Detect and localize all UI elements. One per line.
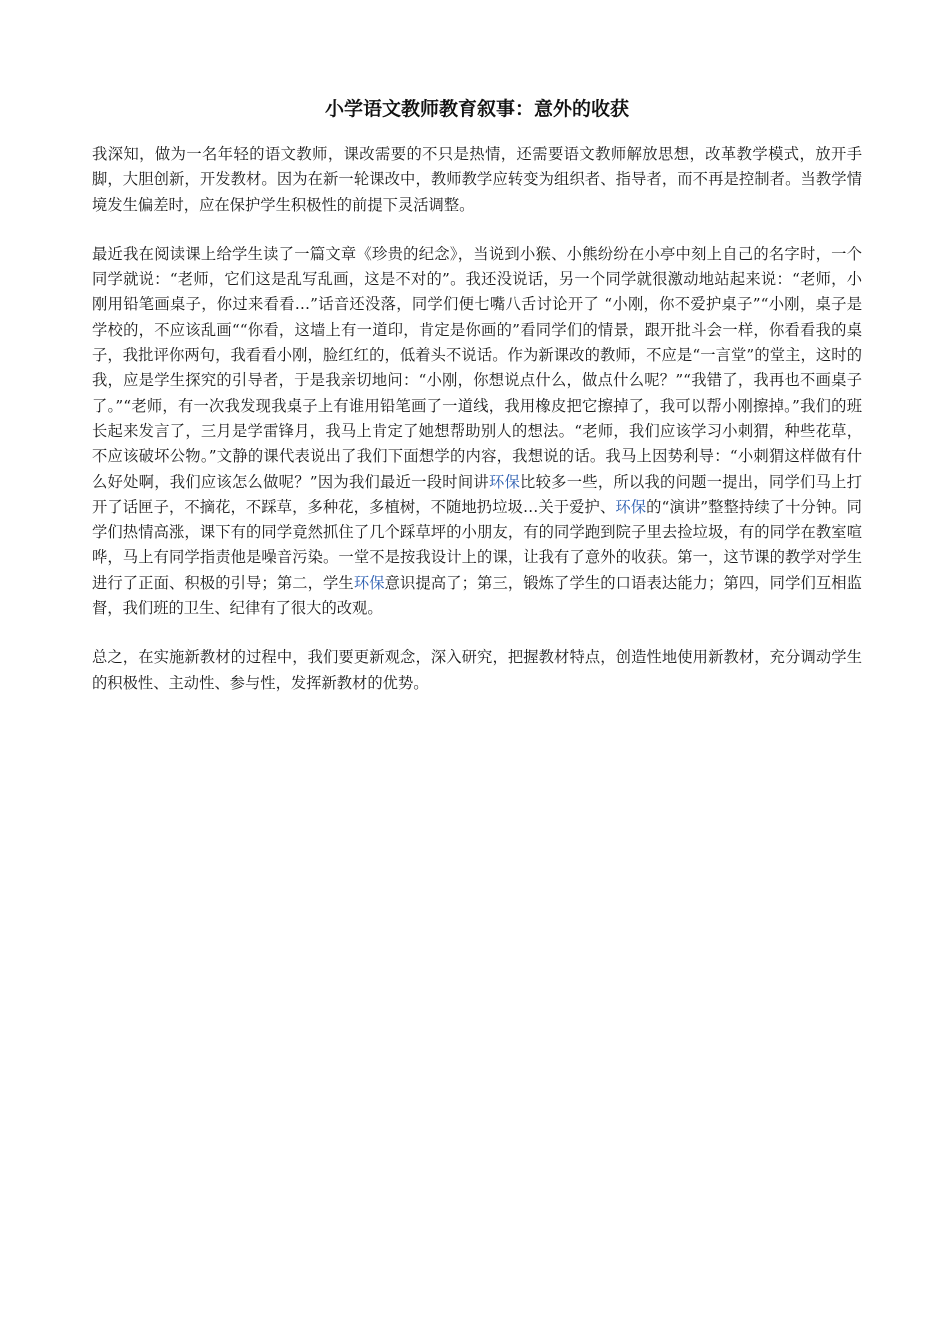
paragraph-story-text-3: 的“演讲”整整持续了十分钟。同学们热情高涨，课下有的同学竟然抓住了几个踩草坪的小朋友，有的同学跑到院子里去捡垃圾，有的同学在教室喧哗，马上有同学指责他是噪音污染。一堂不是按我设计上的课，让我有了意外的收获。第一，这节课的教学对学生进行了正面、积极的引导；第二，学生 — [92, 497, 862, 592]
document-title: 小学语文教师教育叙事：意外的收获 — [324, 98, 629, 120]
paragraph-story-text-4: 意识提高了；第三，锻炼了学生的口语表达能力；第四，同学们互相监督，我们班的卫生、纪律有了很大的改观。 — [92, 573, 862, 618]
paragraph-intro: 我深知，做为一名年轻的语文教师，课改需要的不只是热情，还需要语文教师解放思想，改革教学模式，放开手脚，大胆创新，开发教材。因为在新一轮课改中，教师教学应转变为组织者、指导者，而不再是控制者。当教学情境发生偏差时，应在保护学生积极性的前提下灵活调整。 — [92, 145, 862, 214]
keyword-link-huanbao-3[interactable]: 环保 — [353, 573, 385, 592]
keyword-link-huanbao-1[interactable]: 环保 — [488, 472, 521, 491]
paragraph-conclusion: 总之，在实施新教材的过程中，我们要更新观念，深入研究，把握教材特点，创造性地使用新教材，充分调动学生的积极性、主动性、参与性，发挥新教材的优势。 — [92, 648, 862, 692]
paragraph-story — [92, 242, 862, 621]
paragraph-story-text-2: 比较多一些，所以我的问题一提出，同学们马上打开了话匣子，不摘花，不踩草，多种花，多植树，不随地扔垃圾…关于爱护、 — [92, 472, 862, 516]
document-page — [92, 96, 862, 720]
keyword-link-huanbao-2[interactable]: 环保 — [615, 497, 647, 516]
paragraph-story-text-1: 最近我在阅读课上给学生读了一篇文章《珍贵的纪念》，当说到小猴、小熊纷纷在小亭中刻上自己的名字时，一个同学就说：“老师，它们这是乱写乱画，这是不对的”。我还没说话，另一个同学就很激动地站起来说：“老师，小刚用铅笔画桌子，你过来看看…”话音还没落，同学们便七嘴八舌讨论开了 “小刚，你不爱护桌子”“小刚，桌子是学校的，不应该乱画““你看，这墙上有一道印，肯定是你画的”看同学们的情景，跟开批斗会一样，你看看我的桌子，我批评你两句，我看看小刚，脸红红的，低着头不说话。作为新课改的教师，不应是“一言堂”的堂主，这时的我，应是学生探究的引导者，于是我亲切地问：“小刚，你想说点什么，做点什么呢？”“我错了，我再也不画桌子了。”“老师，有一次我发现我桌子上有谁用铅笔画了一道线，我用橡皮把它擦掉了，我可以帮小刚擦掉。”我们的班长起来发言了，三月是学雷锋月，我马上肯定了她想帮助别人的想法。“老师，我们应该学习小刺猬，种些花草，不应该破坏公物。”文静的课代表说出了我们下面想学的内容，我想说的话。我马上因势利导：“小刺猬这样做有什么好处啊，我们应该怎么做呢？”因为我们最近一段时间讲 — [92, 244, 862, 491]
